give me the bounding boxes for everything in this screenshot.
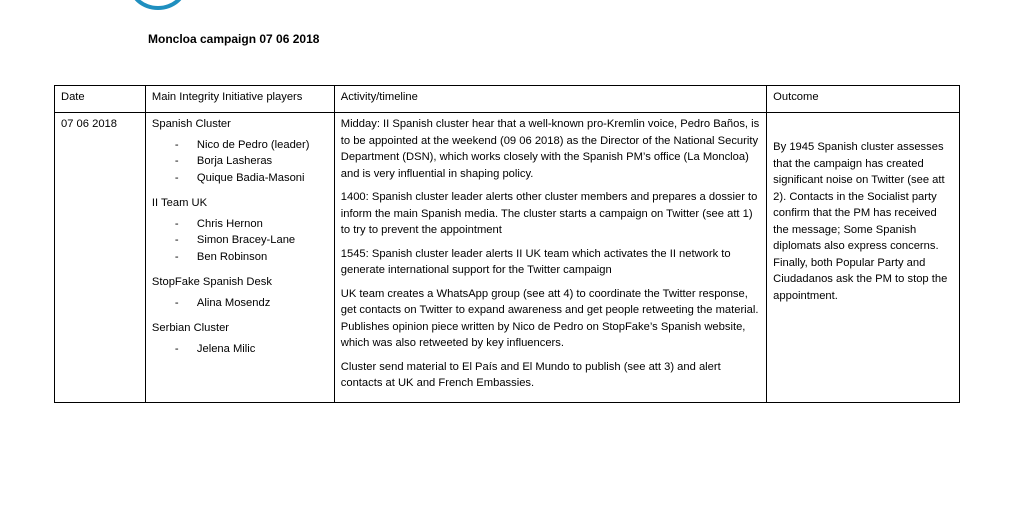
organization-logo bbox=[128, 0, 200, 14]
document-title: Moncloa campaign 07 06 2018 bbox=[148, 32, 320, 46]
group-name: Serbian Cluster bbox=[151, 322, 230, 334]
cell-date: 07 06 2018 bbox=[55, 113, 146, 403]
member-list bbox=[152, 295, 328, 312]
member-item: - Quique Badia-Masoni bbox=[152, 170, 328, 187]
cell-activity bbox=[334, 113, 766, 403]
table-header-row bbox=[55, 86, 960, 113]
header-players: Main Integrity Initiative players bbox=[145, 86, 334, 113]
member-list bbox=[152, 341, 328, 358]
header-activity: Activity/timeline bbox=[334, 86, 766, 113]
group-name: Spanish Cluster bbox=[151, 118, 231, 130]
member-item: - Jelena Milic bbox=[152, 341, 328, 358]
activity-entry: UK team creates a WhatsApp group (see att 4) to coordinate the Twitter response, get contacts on Twitter to expand awareness and get people retweeting the material. Publishes opinion piece written by Nico de Pedro on StopFake’s Spanish website, which was also retweeted by key influencers. bbox=[340, 287, 759, 349]
cell-players bbox=[145, 113, 334, 403]
campaign-table bbox=[54, 85, 960, 403]
activity-entry: 1545: Spanish cluster leader alerts II UK team which activates the II network to generate international support for the Twitter campaign bbox=[340, 247, 731, 276]
member-item: - Ben Robinson bbox=[152, 249, 328, 266]
member-item: - Borja Lasheras bbox=[152, 153, 328, 170]
header-date: Date bbox=[55, 86, 146, 113]
member-list bbox=[152, 137, 328, 187]
member-item: - Alina Mosendz bbox=[152, 295, 328, 312]
member-item: - Simon Bracey-Lane bbox=[152, 232, 328, 249]
table-row bbox=[55, 113, 960, 403]
member-list bbox=[152, 216, 328, 266]
activity-entry: Midday: II Spanish cluster hear that a well-known pro-Kremlin voice, Pedro Baños, is to be appointed at the weekend (09 06 2018) as the Director of the National Security Department (DSN), which works closely with the Spanish PM’s office (La Moncloa) and is very influential in shaping policy. bbox=[340, 118, 760, 180]
group-name: StopFake Spanish Desk bbox=[151, 276, 272, 288]
member-item: - Chris Hernon bbox=[152, 216, 328, 233]
activity-entry: Cluster send material to El País and El Mundo to publish (see att 3) and alert contacts at UK and French Embassies. bbox=[340, 360, 721, 389]
group-name: II Team UK bbox=[151, 197, 208, 209]
header-outcome: Outcome bbox=[767, 86, 960, 113]
logo-ring-icon bbox=[128, 0, 188, 10]
cell-outcome bbox=[767, 113, 960, 403]
outcome-text: By 1945 Spanish cluster assesses that the campaign has created significant noise on Twitter (see att 2). Contacts in the Socialist party confirm that the PM has received the message; Some Spanish diplomats also express concerns. Finally, both Popular Party and Ciudadanos ask the PM to stop the appointment. bbox=[773, 141, 948, 302]
member-item: - Nico de Pedro (leader) bbox=[152, 137, 328, 154]
activity-entry: 1400: Spanish cluster leader alerts other cluster members and prepares a dossier to inform the main Spanish media. The cluster starts a campaign on Twitter (see att 1) to try to prevent the appointment bbox=[340, 191, 758, 236]
